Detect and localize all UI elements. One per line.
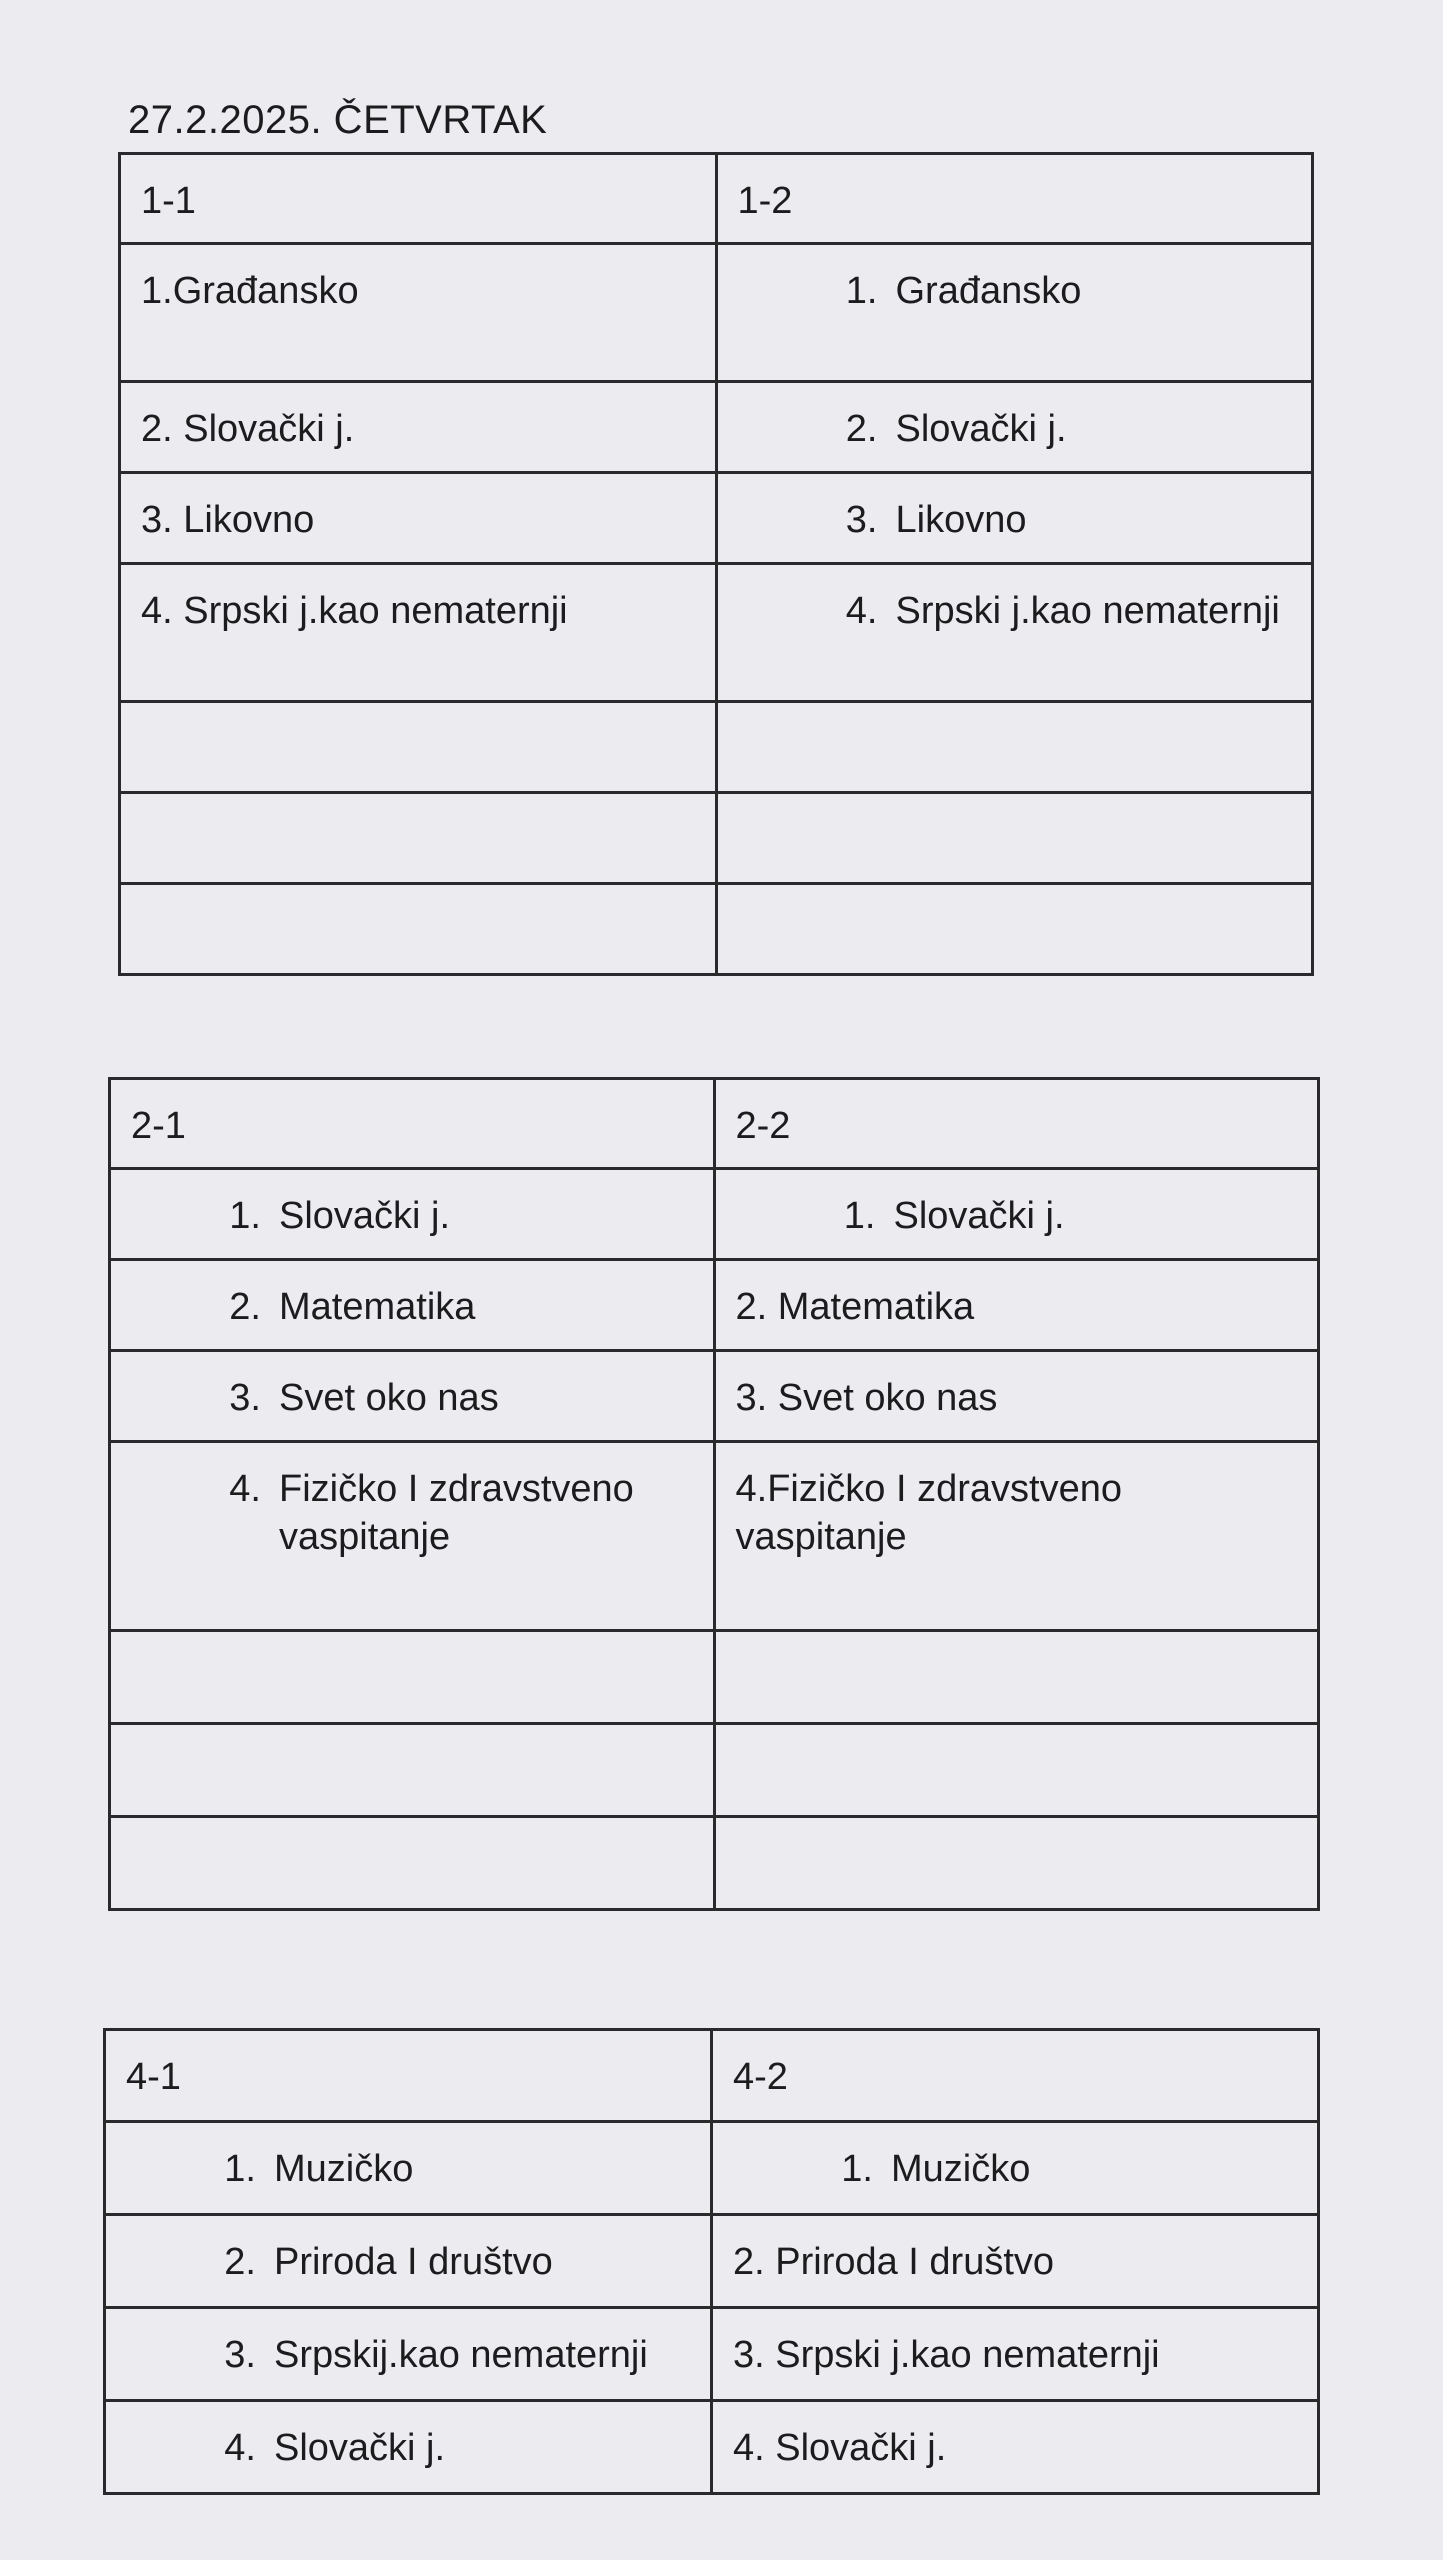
empty-cell	[110, 1724, 715, 1817]
cell-2-1-lesson-1: 1. Slovački j.	[110, 1169, 715, 1260]
table-row	[120, 564, 1313, 702]
table-row-empty	[120, 884, 1313, 975]
cell-1-1-lesson-2: 2. Slovački j.	[120, 382, 717, 473]
cell-4-1-lesson-4: 4. Slovački j.	[105, 2401, 712, 2494]
table-row	[110, 1260, 1319, 1351]
table-row	[110, 1442, 1319, 1631]
table-row	[105, 2215, 1319, 2308]
cell-4-2-lesson-1: 1. Muzičko	[712, 2122, 1319, 2215]
page-title: 27.2.2025. ČETVRTAK	[128, 98, 548, 142]
cell-2-1-lesson-3: 3. Svet oko nas	[110, 1351, 715, 1442]
empty-cell	[110, 1817, 715, 1910]
empty-cell	[110, 1631, 715, 1724]
empty-cell	[714, 1631, 1319, 1724]
class-header-4-1: 4-1	[105, 2030, 712, 2122]
table-header-row	[105, 2030, 1319, 2122]
cell-4-1-lesson-2: 2. Priroda I društvo	[105, 2215, 712, 2308]
table-row	[120, 382, 1313, 473]
cell-4-2-lesson-2: 2. Priroda I društvo	[712, 2215, 1319, 2308]
table-row-empty	[120, 793, 1313, 884]
table-header-row	[120, 154, 1313, 244]
class-header-1-1: 1-1	[120, 154, 717, 244]
table-header-row	[110, 1079, 1319, 1169]
empty-cell	[714, 1724, 1319, 1817]
cell-4-2-lesson-4: 4. Slovački j.	[712, 2401, 1319, 2494]
table-row	[105, 2122, 1319, 2215]
cell-1-1-lesson-4: 4. Srpski j.kao nematernji	[120, 564, 717, 702]
empty-cell	[714, 1817, 1319, 1910]
empty-cell	[120, 793, 717, 884]
class-header-4-2: 4-2	[712, 2030, 1319, 2122]
empty-cell	[716, 702, 1313, 793]
table-row-empty	[110, 1631, 1319, 1724]
cell-1-1-lesson-1: 1.Građansko	[120, 244, 717, 382]
table-row	[110, 1351, 1319, 1442]
empty-cell	[716, 884, 1313, 975]
cell-1-1-lesson-3: 3. Likovno	[120, 473, 717, 564]
class-header-2-2: 2-2	[714, 1079, 1319, 1169]
table-row	[120, 473, 1313, 564]
empty-cell	[120, 702, 717, 793]
cell-2-1-lesson-2: 2. Matematika	[110, 1260, 715, 1351]
cell-1-2-lesson-3: 3. Likovno	[716, 473, 1313, 564]
table-row	[105, 2308, 1319, 2401]
class-header-1-2: 1-2	[716, 154, 1313, 244]
cell-1-2-lesson-2: 2. Slovački j.	[716, 382, 1313, 473]
table-row-empty	[110, 1817, 1319, 1910]
cell-1-2-lesson-4: 4. Srpski j.kao nematernji	[716, 564, 1313, 702]
class-header-2-1: 2-1	[110, 1079, 715, 1169]
schedule-table-grade-4	[103, 2028, 1320, 2495]
table-row	[110, 1169, 1319, 1260]
cell-4-1-lesson-1: 1. Muzičko	[105, 2122, 712, 2215]
cell-2-2-lesson-2: 2. Matematika	[714, 1260, 1319, 1351]
empty-cell	[716, 793, 1313, 884]
schedule-table-grade-1	[118, 152, 1314, 976]
cell-2-1-lesson-4: 4. Fizičko I zdravstveno vaspitanje	[110, 1442, 715, 1631]
cell-4-1-lesson-3: 3. Srpskij.kao nematernji	[105, 2308, 712, 2401]
cell-2-2-lesson-1: 1. Slovački j.	[714, 1169, 1319, 1260]
table-row	[120, 244, 1313, 382]
table-row	[105, 2401, 1319, 2494]
cell-1-2-lesson-1: 1. Građansko	[716, 244, 1313, 382]
table-row-empty	[120, 702, 1313, 793]
empty-cell	[120, 884, 717, 975]
cell-2-2-lesson-4: 4.Fizičko I zdravstveno vaspitanje	[714, 1442, 1319, 1631]
table-row-empty	[110, 1724, 1319, 1817]
cell-2-2-lesson-3: 3. Svet oko nas	[714, 1351, 1319, 1442]
schedule-table-grade-2	[108, 1077, 1320, 1911]
cell-4-2-lesson-3: 3. Srpski j.kao nematernji	[712, 2308, 1319, 2401]
